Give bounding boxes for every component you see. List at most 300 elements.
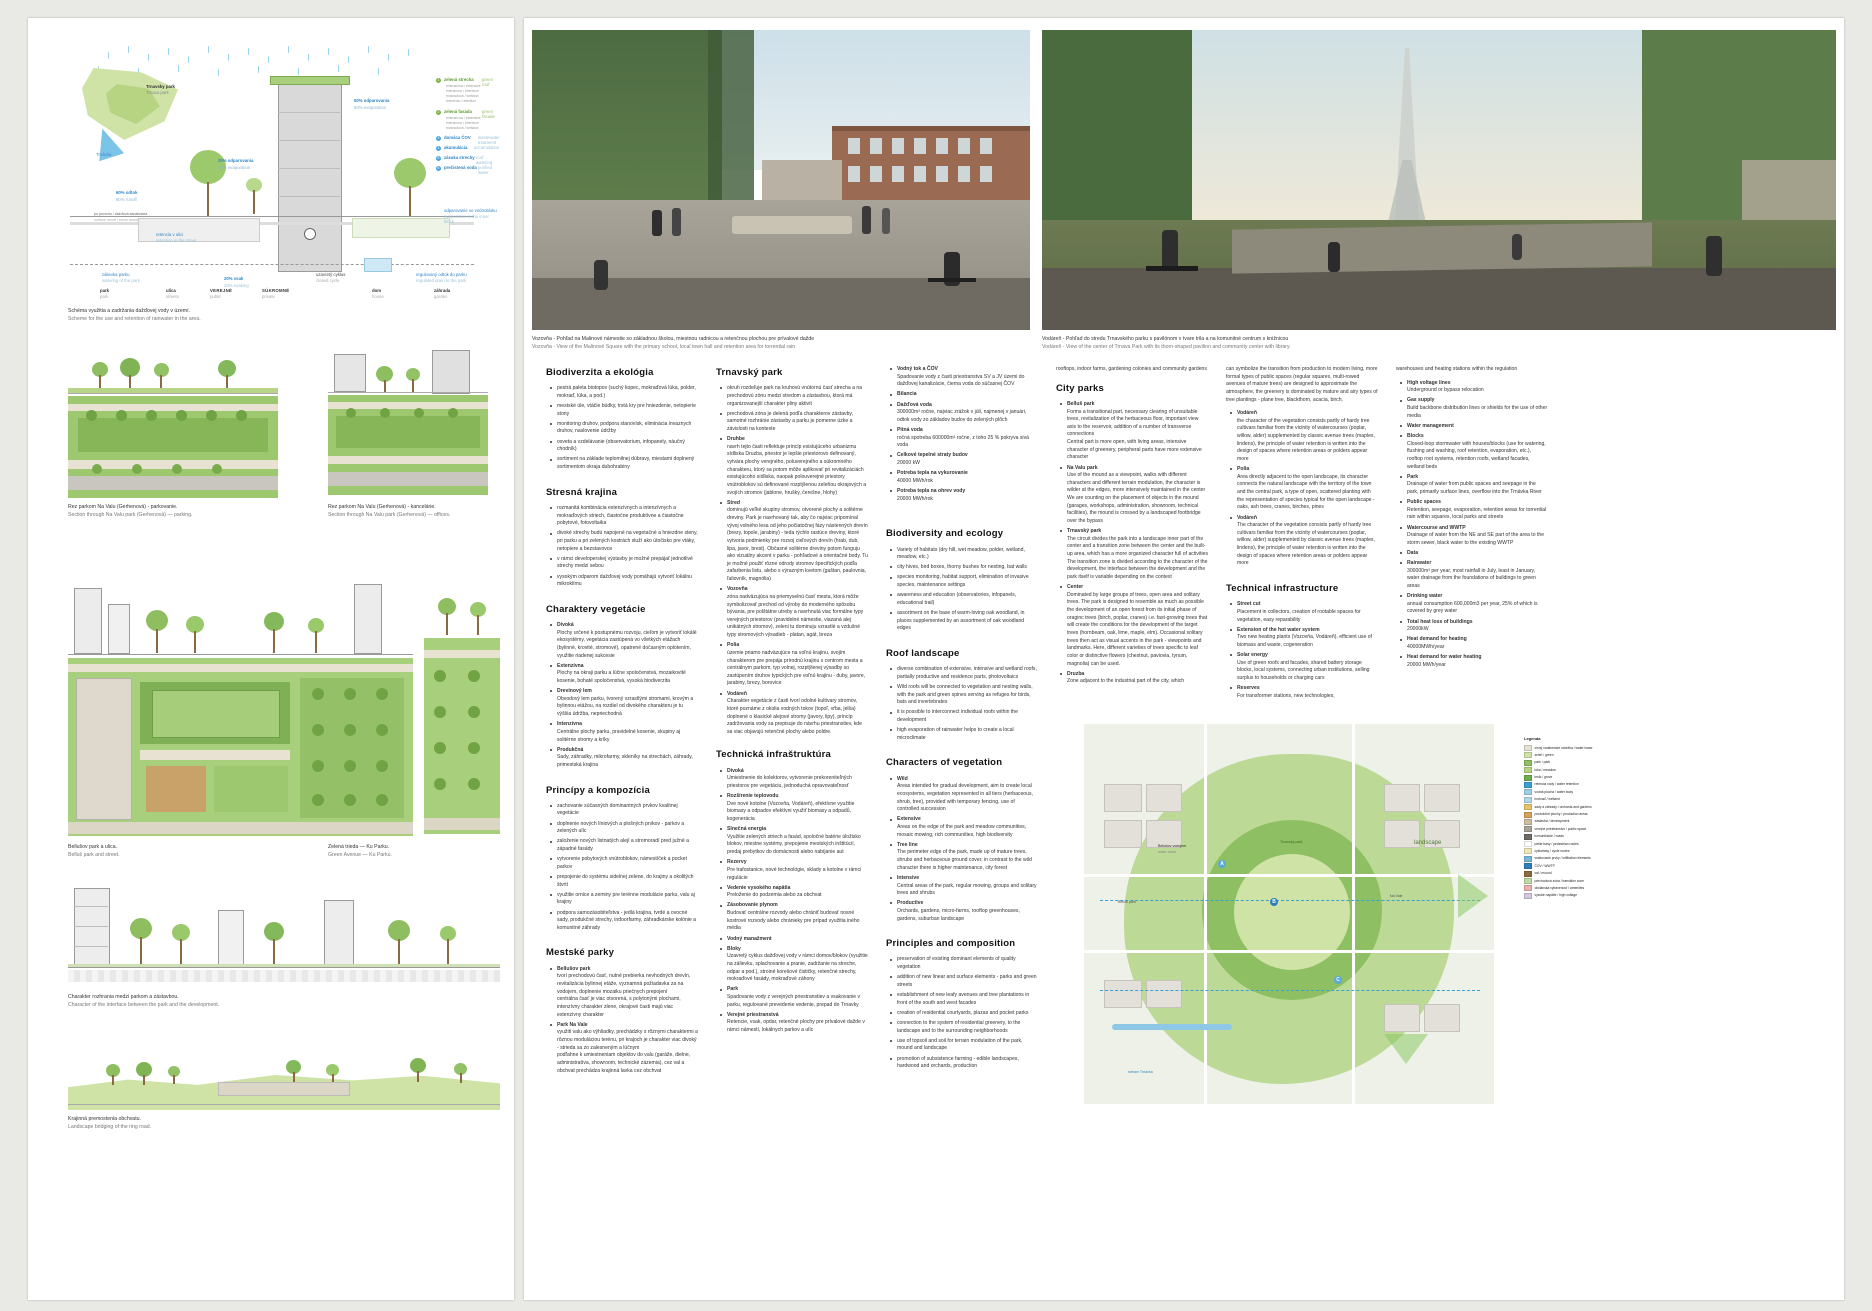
- list-item: monitoring druhov, podpora stanovísk, eliminácia invaznych druhov, naslovenie údržby: [553, 421, 698, 436]
- legend-swatch: [1524, 893, 1532, 899]
- plan-caption-1-en: Belluš park and street.: [68, 851, 120, 858]
- section-caption-2: [328, 504, 508, 519]
- park-label-en: Trnava park: [146, 90, 169, 95]
- subheading: Druzba: [1067, 670, 1085, 677]
- sub-text: Plochy určené k postupnému rozvoju, cieľom je vytvoriť lokálé ekosystémy, vegetácia zastúpená vo všetkých etážach (bylinné, krovité, stromové), opatrené dočasným oplotením, využitie riadenej sukcesie: [557, 629, 697, 659]
- legend-item: [1524, 848, 1674, 854]
- list-item: preservation of existing dominant elements of quality vegetation: [893, 956, 1038, 971]
- sub-text: 20000 MWh/rok: [897, 495, 933, 502]
- subheading: Extension of the hot water system: [1237, 626, 1320, 633]
- map-label-stream: stream Trnávka: [1128, 1070, 1153, 1074]
- sub-text: Využitie zelených striech a fasád, spoločné batérie úložisko blokov, miestne systémy, prepojenie mestských inštitúcií, predaj prebytkov do domácnosti alebo nabíjanie aut: [727, 833, 861, 856]
- legend-swatch: [1524, 789, 1532, 795]
- map-legend-title: Legenda: [1524, 736, 1541, 741]
- label-closedcycle-en: closed cycle: [316, 278, 340, 283]
- legend-label: mokraď / wetland: [1534, 797, 1560, 802]
- list-technicka-infrastruktura: [716, 768, 868, 1035]
- list-charaktery-vegetacie: [546, 622, 698, 770]
- plan-caption-2-sk: Zelená trieda — Ku Parku.: [328, 844, 390, 850]
- legend-swatch: [1524, 819, 1532, 825]
- legend-1-sub-1: intenzívna / intensive: [446, 89, 479, 93]
- subheading: Trnavský park: [1067, 528, 1102, 535]
- legend-2-sub-2: mokraďová / wetland: [446, 126, 479, 130]
- sub-text: Drainage of water from public spaces and seepage in the park, primarily surface lines, overflow into the Trnávka River: [1407, 481, 1542, 495]
- sub-text: Dominated by large groups of trees, open area and solitary trees. The park is designed to resemble as much as possible the development of an open forest from its initial phase of oraginc trees (birch, poplar, cranes) i.e. fast-growing trees that will create the conditions for the development of the target trees (hornbeam, oak, lime, maple, elm). Occasional solitary trees then act as visual accents in the park - viewpoints and landmarks. Here, different varieties of trees specific to leaf color or distinctive flowers (chestnut, paviovia, tynum, magnolia) can be used.: [1067, 591, 1208, 667]
- legend-label: lesík / grove: [1534, 775, 1553, 780]
- legend-label: verejné priestranstvo / public space: [1534, 826, 1587, 831]
- label-watering-en: watering of the park: [102, 278, 140, 283]
- legend-swatch: [1524, 848, 1532, 854]
- list-mestske-parky: [546, 966, 698, 1075]
- subheading: Intensive: [897, 874, 920, 881]
- text-column-4: [1056, 366, 1208, 690]
- text-column-5: [1226, 366, 1378, 704]
- list-item: mestské úle, vtáčie búdky, trstá kry pre hniezdenie, netopierie stony: [553, 403, 698, 418]
- label-evapblock-sk: odparovanie vo vnútrobloku: [444, 208, 497, 213]
- heading-charaktery-vegetacie: Charaktery vegetácie: [546, 603, 646, 615]
- list-biodiversity-ecology: [886, 547, 1038, 633]
- label-soak-en: 20% soaking: [224, 283, 249, 288]
- legend-swatch: [1524, 812, 1532, 818]
- subheading: Vedenie vysokého napätia: [727, 884, 791, 891]
- legend-item: [1524, 812, 1674, 818]
- park-label-sk: Trnavsky park: [146, 84, 175, 89]
- text-column-3: [886, 366, 1038, 1075]
- list-item: zachovanie súčasných dominantných prvkov kvalitnej vegetácie: [553, 803, 698, 818]
- legend-item: [1524, 789, 1674, 795]
- map-badge-a[interactable]: A: [1218, 860, 1226, 868]
- label-regdrain-sk: regulovaný odtok do parku: [416, 272, 467, 277]
- subheading: Polia: [1237, 466, 1250, 473]
- subheading: Park: [1407, 473, 1419, 480]
- subheading: Vodný manažment: [727, 935, 772, 942]
- subheading: Street cut: [1237, 601, 1261, 608]
- heading-principles-composition: Principles and composition: [886, 938, 1016, 950]
- sub-text: Use of green roofs and facades, shared battery storage blocks, local systems, connecting urban institutions, selling surplus to households or charging cars: [1237, 659, 1370, 682]
- legend-1-sk: zelená strecha: [444, 77, 474, 82]
- label-regdrain-en: regulated drain to the park: [416, 278, 467, 283]
- subheading: Water management: [1407, 422, 1454, 429]
- sub-text: Areas on the edge of the park and meadow communities, mosaic mowing, rich communities, high biodiversity: [897, 824, 1027, 838]
- legend-swatch: [1524, 745, 1532, 751]
- list-item: v rámci developerskej výstavby je možné prepájať jednotlivé strechy medzi sebou: [553, 556, 698, 571]
- green-roof: [270, 76, 350, 85]
- sub-text: Two new heating plants (Vozovňa, Vodáreň), efficient use of biomass and waste, cogeneration: [1237, 634, 1372, 648]
- legend-3-en: wastewater treatment: [478, 135, 500, 146]
- subheading: Bellušov park: [557, 965, 591, 972]
- zone-public-en: public: [210, 294, 222, 299]
- legend-item: [1524, 797, 1674, 803]
- subheading: Polia: [727, 642, 740, 649]
- list-item: prepojenie do systému sidelnej zelene, do krajiny a okolitých štvrtí: [553, 874, 698, 889]
- subheading: Vodáreň: [1237, 514, 1258, 521]
- subheading: Reserves: [1237, 685, 1260, 692]
- landscape-bridge-caption-en: Landscape bridging of the ring road.: [68, 1123, 152, 1130]
- sub-text: 300000m³ ročne, najviac zrážok v júli, najmenej v januári, odtok vody zo základov budov do zelených plôch: [897, 409, 1027, 423]
- subheading: Total heat loss of buildings: [1407, 618, 1473, 625]
- subheading: Extenzívna: [557, 662, 584, 669]
- legend-item: [1524, 885, 1674, 891]
- sub-text: Charakter vegetácie z časti tvorí odolné kultivary stromov, ktoré poznáme z okolia vodných tokov (topoľ, vŕba, jelša) doplnené o klasické alejové stromy (javory, lipy), princíp zadržovania vody sa prepisuje do návrhu priestranstiev, kde sa viac objavujú retenčné plochy alebo poldre.: [727, 698, 862, 735]
- legend-6-en: purified water: [478, 165, 493, 176]
- list-technical-data: [1396, 380, 1548, 670]
- legend-label: ČOV / WWTP: [1534, 863, 1555, 868]
- continuation-text: can symbolize the transition from production to modern living, more formal types of public spaces (regular squares, multi-rowed avenues of mature trees) are designed to approximate the atmosphere, the greenery is dominated by mature and airy types of tree plantings - plane tree, blackthorn, acacia, birch.: [1226, 366, 1378, 403]
- subheading: Extensive: [897, 816, 921, 823]
- subheading: Zásobovanie plynom: [727, 902, 778, 909]
- subheading: Wild: [897, 775, 908, 782]
- axis-street-sk: ulica: [166, 288, 176, 293]
- sub-text: ročná spotreba 600000m³ ročne, z toho 25 % pokryva sivá voda: [897, 434, 1029, 449]
- site-plan-map: [1084, 724, 1494, 1104]
- sub-text: podľahne k umiestneniam objektov do valu (garáže, dielne, administratíva, showroom, technické zázemia), cez val a obchvat prechádza krajinná lavka cez obchvat: [557, 1052, 691, 1074]
- legend-1-en: green roof: [482, 77, 493, 88]
- list-item: založenie nových listnatých alejí a stromoradí pred južné a západné fasády: [553, 838, 698, 853]
- photo-caption-2-en: Vodáreň - View of the center of Trnava Park with its thorn-shaped pavilion and community center with library.: [1042, 343, 1291, 350]
- legend-2-en: green facade: [482, 109, 495, 120]
- sub-text: územie priamo nadväzujúce na voľnú krajinu, svojím charakterom pre prepája prírodnú krajinu s centrom mesta a centrálnym parkom, typ volnej, rozptýlenej výsadby so zastúpením druhov typických pre voľnú krajinu - duby, javore, jarabiny, brezy, borovice: [727, 649, 866, 687]
- label-evapblock-en: evaporation in the inner block: [444, 214, 489, 225]
- legend-dot-5: 5: [437, 156, 440, 160]
- legend-1-sub-2: mokraďová / wetland: [446, 94, 479, 98]
- left-board: [28, 18, 514, 1300]
- list-item: diverse combination of extensive, intensive and wetland roofs, partially productive and residence parts, photovoltaics: [893, 666, 1038, 681]
- sub-text: 40000 MWh/rok: [897, 477, 933, 484]
- list-item: sortiment na základe teplomilnej dúbravy, miestami doplnený sortimentom okraja dubohrabiny: [553, 456, 698, 471]
- sub-text: 40000MWh/year: [1407, 644, 1445, 650]
- legend-item: [1524, 804, 1674, 810]
- subheading: Dažďová voda: [897, 401, 932, 408]
- legend-label: vodná plocha / water body: [1534, 789, 1573, 794]
- map-badge-c[interactable]: C: [1334, 976, 1342, 984]
- landscape-bridge-caption: [68, 1116, 328, 1131]
- sub-text: dominujú veľké skupiny stromov, otvorené plochy a solitérne dreviny. Park je navrhovaný tak, aby čo najviac pripomínal vývoj volného lesa od jeho počiatočnej fázy nástenných drevín (brezy, topole, jarabiny) - teda rýchlo rastúce dreviny, ktoré vytvoria podmienky pre rozvoj cieľových drevín (hrab, dub, lipa, javor, brest). Občasné solitérne dreviny potom funguju ako vizuálny akcent v parku - pohľadové a orientačné body. Tu je možné použiť rôzne odrody stromov špecifických podľa zafarbenia listu, alebo s výrazným kvetom (gaštan, paulovnia, ľaliovník, magnólia): [727, 507, 868, 583]
- subheading: Rozšírenie teplovodu: [727, 793, 779, 800]
- photo-caption-1: [532, 336, 1030, 351]
- list-item: využitie ornice a zeminy pre terénne modulácie parku, valu aj krajiny: [553, 892, 698, 907]
- sub-text: the character of the vegetation consists partly of hardy tree cultivars familiar from the vicinity of watercourses (poplar, willow, alder) supplemented by classic avenue trees (maples, lindens), the principle of water retention is written into the design of spaces where retention areas or polders appear more: [1237, 417, 1375, 463]
- list-item: species monitoring, habitat support, elimination of invasive species, maintenance settings: [893, 574, 1038, 589]
- subheading: Watercourse and WWTP: [1407, 524, 1466, 531]
- list-item: assortment on the base of warm-loving oak woodland, in places supplemented by an assortment of oak woodland edges: [893, 610, 1038, 633]
- label-evap20-sk: 20% odparovania: [218, 158, 254, 163]
- section-image-1: [68, 348, 278, 498]
- legend-2-sub-1: intenzívna / intensive: [446, 121, 479, 125]
- map-label-vodojem: Bellušov vodojem: [1158, 844, 1187, 848]
- plan-caption-2: [328, 844, 508, 859]
- axis-garden-en: garden: [434, 294, 448, 299]
- sub-text: Budovať centrálne rozvody alebo chrániť budovať nosné kostrové rozvody alebo chránieky pre prípad využitia iného média: [727, 910, 860, 932]
- subheading: Verejné priestranstvá: [727, 1011, 779, 1018]
- legend-swatch: [1524, 841, 1532, 847]
- axis-park-sk: park: [100, 288, 110, 293]
- sub-text: Obvodový lem parku, tvorený vzrastlými stromami, krovým a bylinnou etážou, na rozdiel od divokého charakteru je tu výššia údržba, nepriechodná: [557, 695, 694, 718]
- legend-4-en: accumulation: [474, 145, 500, 150]
- list-stresna-krajina: [546, 505, 698, 589]
- list-biodiverzita: [546, 385, 698, 471]
- legend-item: [1524, 841, 1674, 847]
- legend-label: prechodová zóna / transition zone: [1534, 878, 1584, 883]
- list-item: establishment of new leafy avenues and tree plantations in front of the south and west facades: [893, 992, 1038, 1007]
- sub-text: Areas intended for gradual development, aim to create local ecosystems, vegetation represented in all tiers (herbaceous, shrub, tree), provided with temporary fencing, use of controlled succession: [897, 783, 1033, 813]
- interface-caption-sk: Charakter rozhrania medzi parkom a zástavbou.: [68, 994, 179, 1000]
- subheading: Data: [1407, 549, 1419, 556]
- section-image-2: [328, 348, 488, 498]
- map-label-vodojem-en: water tower: [1158, 850, 1177, 854]
- subheading: Produkčná: [557, 746, 584, 753]
- legend-item: [1524, 782, 1674, 788]
- legend-item: [1524, 819, 1674, 825]
- list-item: awareness and education (observatories, infopanels, educational trail): [893, 592, 1038, 607]
- legend-item: [1524, 893, 1674, 899]
- legend-5-en: roof watering: [476, 155, 493, 166]
- subheading: Divoká: [557, 622, 574, 629]
- legend-label: produkčné plochy / production areas: [1534, 812, 1588, 817]
- legend-swatch: [1524, 885, 1532, 891]
- sub-text: Placement in collectors, creation of rootable spaces for vegetation, easy reparability: [1237, 608, 1361, 623]
- legend-swatch: [1524, 804, 1532, 810]
- sub-text: Preloženie do podzemia alebo za obchvat: [727, 892, 822, 899]
- list-item: divoké strechy budú napojené na vegetačné a hniezdne steny, pri parku a pri zelených kostrách služí ako útočisko pre vtáky, netopiere a bezstavovce: [553, 530, 698, 553]
- legend-label: sady a záhrady / orchards and gardens: [1534, 804, 1592, 809]
- subheading: Heat demand for heating: [1407, 636, 1467, 643]
- subheading: Center: [1067, 584, 1084, 591]
- subheading: Public spaces: [1407, 499, 1441, 506]
- sub-text: The transition zone is divided according to the character of the development, the interface between the development and the park itself is variable depending on the context: [1067, 558, 1208, 580]
- heading-city-parks: City parks: [1056, 382, 1104, 394]
- continuation-text: warehouses and heating stations within the regulation: [1396, 366, 1518, 372]
- subheading: Na Valu park: [1067, 464, 1098, 471]
- diagram-caption-en: Scheme for the use and retention of rainwater in the area.: [68, 315, 201, 322]
- map-badge-b[interactable]: B: [1270, 898, 1278, 906]
- legend-swatch: [1524, 775, 1532, 781]
- sub-text: využiti valu ako výhliadky, prechádzky s rôznymi charaktermi a rôznou moduláciou terénu, pri krajoch je charakter viac divoký - strieda sa zo zalesneným a lúčnym: [557, 1029, 698, 1051]
- subheading: Bilancia: [897, 391, 917, 398]
- list-trnavsky-park: [716, 385, 868, 736]
- label-evap50-sk: 50% odparovania: [354, 98, 390, 103]
- subheading: Park Na Vale: [557, 1021, 588, 1028]
- legend-swatch: [1524, 782, 1532, 788]
- subheading: Druhbe: [727, 436, 745, 443]
- subheading: Vodný tok a ČOV: [897, 366, 938, 372]
- text-column-1: [546, 366, 698, 1079]
- legend-label: park / park: [1534, 760, 1551, 765]
- sub-text: Closed-loop stormwater with houses/blocks (use for watering, flushing and washing, roof retention, evaporation, etc.), rooftop root systems, retention roofs, wetland facades, wetland beds: [1407, 440, 1546, 470]
- list-technical-infrastructure: [1226, 601, 1378, 700]
- subheading: Tree line: [897, 841, 918, 848]
- sub-text: centrálna časť je viac otvorená, s polytonými plochami, intenzívny charakter zlene, okrajové časti majú viac extenzívny charakter: [557, 996, 681, 1018]
- list-item: vytvorenie pobytových vnútroblokov, námestíček a pocket parkov: [553, 856, 698, 871]
- sub-text: 20000 kW: [897, 460, 920, 467]
- legend-swatch: [1524, 767, 1532, 773]
- plan-caption-1: [68, 844, 268, 859]
- list-principles-composition: [886, 956, 1038, 1070]
- sub-text: Drainage of water from the NE and SE part of the area to the storm sewer, black water to the existing WWTP: [1407, 532, 1545, 546]
- label-evap50-en: 50% evaporation: [354, 105, 387, 110]
- label-watering-sk: zálievka parku: [102, 272, 130, 277]
- sub-text: 20000 MWh/year: [1407, 661, 1446, 668]
- sub-text: The character of the vegetation consists partly of hardy tree cultivars familiar from the vicinity of watercourses (poplar, willow, alder) supplemented by classic avenue trees (maples, lindens), the principle of water retention is written into the design of spaces where retention areas or polders appear more: [1237, 522, 1375, 567]
- sub-text: 300000m³ per year, most rainfall in July, least in January, water drainage from the foundations of buildings to green areas: [1407, 567, 1536, 590]
- legend-label: občianska vybavenosť / amenities: [1534, 885, 1585, 890]
- sub-text: zóna nadväzujúca na priemyselnú časť mesta, ktorá môže symbolizovať prechod od výroby do moderného spôsobu bývania, pre polštátne utreby a navrhnutá viac formálne typy verejných priestorov (pravidelné námestie, viazaná alej unikátných stromov), zeleni tu dominuju vzrastlé a vzdušné typy stromových výsadieb - platan, agát, breza: [727, 593, 864, 639]
- subheading: Drinking water: [1407, 593, 1443, 600]
- stream-label: Trnávka: [96, 152, 112, 157]
- photo-caption-1-sk: Vozovňa - Pohľad na Malinové námestie so základnou školou, miestnou radnicou a retenčnou plochou pre prívalové dažde: [532, 336, 815, 342]
- subheading: Intenzívna: [557, 721, 582, 728]
- legend-item: [1524, 826, 1674, 832]
- landscape-bridge-caption-sk: Krajinná premostenia obchvatu.: [68, 1116, 141, 1122]
- list-item: it is possible to interconnect individual roofs within the development: [893, 709, 1038, 724]
- legend-1-sub-0: extenzívna / extensive: [446, 84, 481, 88]
- section-caption-1-en: Section through Na Valu park (Gerhenová) — parking.: [68, 511, 193, 518]
- list-item: vysokým odparom dažďovej vody pomáhajú vytvoriť lokálnu mikroklímu: [553, 574, 698, 589]
- list-item: addition of new linear and surface elements - parks and green streets: [893, 974, 1038, 989]
- label-evap20-en: 20% evaporation: [218, 165, 251, 170]
- diagram-caption-sk: Schéma využitia a zadržania dažďovej vody v území.: [68, 308, 190, 314]
- heading-trnavsky-park: Trnavský park: [716, 367, 783, 378]
- section-caption-2-sk: Rez parkom Na Valu (Gerhenová) - kancelárie.: [328, 504, 436, 510]
- label-runoff-en: 60% runoff: [116, 197, 137, 202]
- sub-text: 20000kW: [1407, 626, 1429, 633]
- interface-caption-en: Character of the interface between the park and the development.: [68, 1001, 220, 1008]
- legend-item: [1524, 878, 1674, 884]
- subheading: Rezervy: [727, 859, 747, 866]
- plan-image-2: [424, 578, 500, 838]
- subheading: Heat demand for water heating: [1407, 654, 1482, 661]
- axis-park-en: park: [100, 294, 109, 299]
- legend-label: cyklotrasy / cycle routes: [1534, 849, 1570, 853]
- sub-text: We are counting on the placement of objects in the mound (garages, workshops, administration, showroom, technical facilities), the mound is crossed by a landscaped footbridge over the bypass: [1067, 495, 1201, 524]
- subheading: Vodáreň: [1237, 410, 1258, 417]
- subheading: Stred: [727, 499, 741, 506]
- label-closedcycle-sk: uzavretý cyklus: [316, 272, 346, 277]
- text-column-2: [716, 366, 868, 1039]
- legend-item: [1524, 856, 1674, 862]
- axis-garden-sk: záhrada: [434, 288, 451, 293]
- list-item: Variety of habitats (dry hill, wet meadow, polder, wetland, meadow, etc.): [893, 547, 1038, 562]
- subheading: Divoká: [727, 767, 744, 774]
- legend-item: [1524, 775, 1674, 781]
- subheading: Bloky: [727, 945, 741, 952]
- landscape-bridge-image: [68, 1038, 500, 1110]
- legend-dot-6: 6: [437, 166, 440, 170]
- list-item: use of topsoil and soil for terrain modulation of the park, mound and landscape: [893, 1038, 1038, 1053]
- label-retention-en: retention in the street: [156, 238, 197, 243]
- sub-text: Dve nové kotolne (Vozovňa, Vodáreň), efektívne využitie biomasy a odpadov efektívni využiť biomasy a odpadů, kogenerácia: [727, 800, 855, 823]
- text-column-6: [1396, 366, 1548, 673]
- subheading: Drevinový lem: [557, 688, 592, 695]
- legend-2-sub-0: extenzívna / extensive: [446, 116, 481, 120]
- legend-6-sk: prečistená voda: [444, 165, 477, 170]
- section-caption-1: [68, 504, 268, 519]
- legend-item: [1524, 863, 1674, 869]
- section-caption-1-sk: Rez parkom Na Valu (Gerhenová) - parkovanie.: [68, 504, 178, 510]
- legend-swatch: [1524, 878, 1532, 884]
- list-item: pestrá paleta biotopov (suchý kopec, mokraďová lúka, polder, mokraď, lúka, a pod.): [553, 385, 698, 400]
- map-label-trnavsky: Trnavský park: [1280, 840, 1303, 844]
- axis-house-en: house: [372, 294, 384, 299]
- legend-3-sk: domáca ČOV: [444, 135, 471, 140]
- sub-text: Retention, seepage, evaporation, retention areas for torrential rain within squares, local parks and streets: [1407, 506, 1547, 521]
- axis-house-sk: dom: [372, 288, 382, 293]
- zone-private-en: private: [262, 294, 275, 299]
- subheading: Celkové tepelné straty budov: [897, 452, 968, 459]
- sub-text: Spadovanie vody z časti priestranstva SV a JV územi do dažďovej kanalizácie, čierna voda do súčasnej ČOV: [897, 373, 1025, 388]
- heading-biodiverzita: Biodiverzita a ekológia: [546, 367, 654, 378]
- legend-swatch: [1524, 834, 1532, 840]
- plan-caption-2-en: Green Avenue — Ku Parku.: [328, 851, 392, 858]
- list-item: high evaporation of rainwater helps to create a local microclimate: [893, 727, 1038, 742]
- building-section: [278, 80, 342, 272]
- subheading: Potreba tepla na ohrev vody: [897, 487, 966, 494]
- list-item: Wild roofs will be connected to vegetation and nesting walls, with the park and green spines serving as refuges for birds, bats and invertebrates: [893, 684, 1038, 707]
- photo-caption-1-en: Vozovňa - View of the Malinové Square with the primary school, local town hall and retention area for torrential rain: [532, 343, 796, 350]
- legend-dot-1: 1: [437, 78, 440, 82]
- legend-4-sk: akumulácia: [444, 145, 468, 150]
- right-board: [524, 18, 1844, 1300]
- subheading: Solar energy: [1237, 652, 1268, 659]
- section-caption-2-en: Section through Na Valu park (Gerhenová) — offices.: [328, 511, 451, 518]
- sub-text: The circuit divides the park into a landscape inner part of the center and a transition zone between the center and the built-up area, which has a more organized character full of activities: [1067, 535, 1208, 558]
- sub-text: navrh tejto časti reflektuje princíp existujúceho urbanizmu sídliska Druzba, priestor je lepšie priestorovo definovaný, vytvára plochy verejného, poluverejného a súkromného charakteru, ktorý sa potom môže aplikovať pri revitalizáciách existujúcoho sídliska, naopak polouverejné priestory vnútroblokov sú definované rozptýlenou zeleňou okrajových a svojích stromov (jablone, hrušky, čerešne, hlohy): [727, 443, 867, 496]
- map-label-navale: Na Vale: [1390, 894, 1403, 898]
- subheading: High voltage lines: [1407, 379, 1451, 386]
- map-legend: [1524, 736, 1674, 900]
- sub-text: Retencie, vsak, opdar, retenčné plochy pre prívalové dažde v rámci námestí, lokálnych parkov a ulíc: [727, 1019, 865, 1034]
- list-item: okruh rozdeľuje park na kruhovú vnútornú časť strecha a na prechodovú zónu medzi stredom a zástavbou, ktorá má organizovanejší charakter pliny aktivít: [723, 385, 868, 408]
- list-item: prechodová zóna je delená podľa charakterov zástavby, samotné rozhránie zástavby a parku je pomerne úzke a závislosti na kontexte: [723, 411, 868, 434]
- sub-text: Centrálne plochy parku, pravidelné kosenie, skupiny aj solitérne stromy a kríky: [557, 728, 681, 743]
- subheading: Productive: [897, 900, 924, 907]
- list-bilancia: [886, 366, 1038, 503]
- sub-text: The perimeter edge of the park, made up of mature trees, shrubs and herbaceous ground cover, in contrast to the wild character there is higher maintenance, city forest: [897, 849, 1032, 871]
- sub-text: Plochy na okraji parku a lúčne spoločenstvá, mozaikovité kosenie, bohaté spoločenstvá, vysoká biodiverzita: [557, 670, 686, 685]
- legend-item: [1524, 745, 1674, 751]
- legend-label: komunikácie / roads: [1534, 834, 1564, 839]
- sub-text: Use of the mound as a viewpoint, walks with different characters and different terrain modulation, the character is wilder at the edges, more intensively maintained in the center: [1067, 472, 1206, 494]
- interface-section-image: [68, 884, 500, 988]
- legend-label: val / mound: [1534, 871, 1552, 876]
- interface-caption: [68, 994, 328, 1009]
- legend-item: [1524, 760, 1674, 766]
- zone-public-sk: VEREJNÉ: [210, 288, 233, 293]
- legend-5-sk: zásaka strechy: [444, 155, 475, 160]
- legend-label: pešie trasy / pedestrian routes: [1534, 841, 1579, 846]
- sub-text: Area directly adjacent to the open landscape, its character connects the natural landscape with the territory of the town and the central park, a type of open, scattered planting with the representation of species typical for the open landscape - oaks, ash trees, cranes, birches, pines: [1237, 473, 1375, 511]
- sub-text: Central areas of the park, regular mowing, groups and solitary trees and shrubs: [897, 882, 1037, 897]
- legend-label: lúka / meadow: [1534, 767, 1556, 772]
- legend-2-sk: zelená fasáda: [444, 109, 472, 114]
- rainwater-diagram: [42, 32, 500, 322]
- photo-caption-2: [1042, 336, 1836, 351]
- list-item: connection to the system of residential greenery, to the landscape and to the surrounding neighborhoods: [893, 1020, 1038, 1035]
- sub-text: Spadovanie vody z verejných priestranstiev a vsakovanie v parku, regulované prevedenie vedenie, prepad do Trnavky: [727, 993, 861, 1008]
- legend-1-sub-3: retenčná / retention: [446, 99, 477, 103]
- legend-item: [1524, 752, 1674, 758]
- sub-text: Umiestnenie do kolektorov, vytvorenie prekoreniteľných priestorov pre vegetáciu, jednoduchá opravovateľnosť: [727, 775, 852, 789]
- heading-biodiversity-ecology: Biodiversity and ecology: [886, 528, 1004, 540]
- subheading: Pitná voda: [897, 426, 923, 433]
- legend-label: zástavba / development: [1534, 819, 1570, 824]
- list-item: creation of residential courtyards, plazas and pocket parks: [893, 1010, 1038, 1018]
- legend-dot-3: 3: [437, 136, 440, 140]
- sub-text: Orchards, gardens, micro-farms, rooftop greenhouses, gardens, suburban landscape: [897, 907, 1020, 922]
- sub-text: Uzavretý cyklus dažďovej vody v rámci domov/blokov (využitie na zálievku, splachovanie a pranie, zadržanie na streche, odpar a pod.), stroiné korešové čističky, retenčné strechy, mokraďové fasády, mokraďové záhony: [727, 953, 868, 983]
- list-item: osveta a vzdelávanie (observatorium, infopanely, náučný chodník): [553, 439, 698, 454]
- label-runoff-note-en: surface runoff / storm sewer: [94, 218, 139, 222]
- photo-vozovna: [532, 30, 1030, 330]
